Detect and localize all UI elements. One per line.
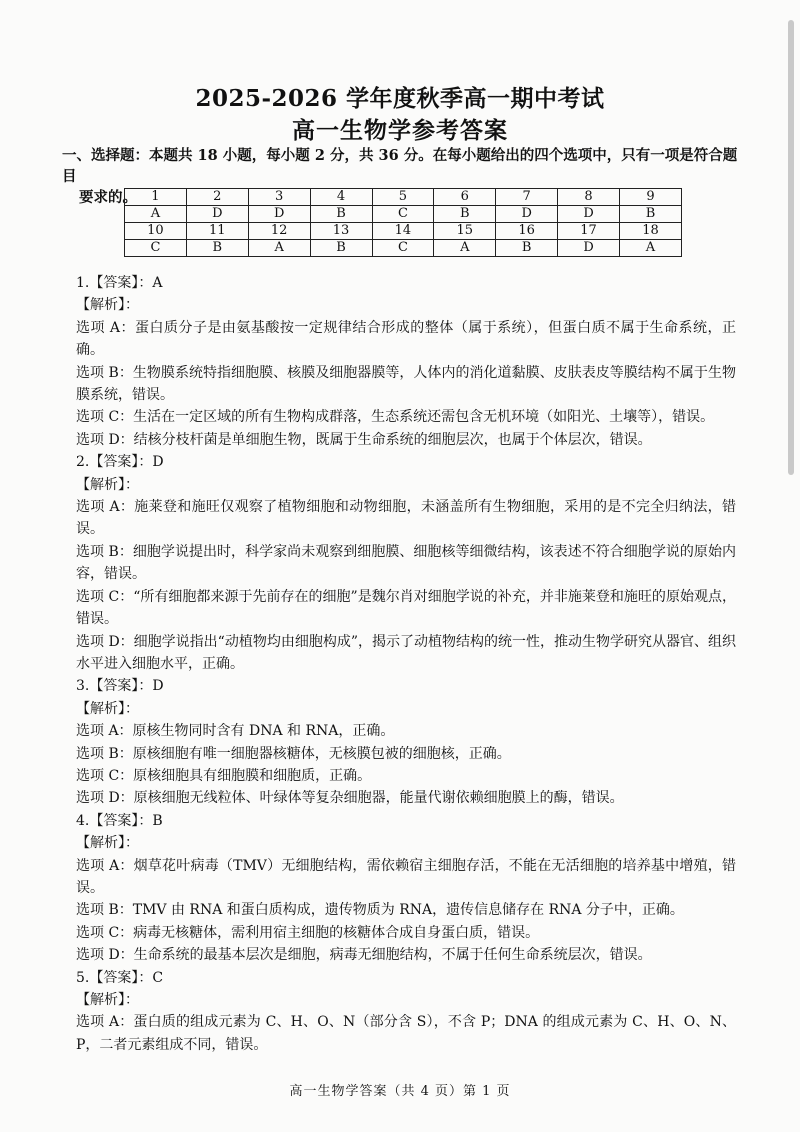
option-explanation: 选项 D：生命系统的最基本层次是细胞，病毒无细胞结构，不属于任何生命系统层次，错误。 — [76, 947, 652, 964]
option-explanation: 选项 C：病毒无核糖体，需利用宿主细胞的核糖体合成自身蛋白质，错误。 — [76, 924, 540, 941]
table-cell: 3 — [248, 189, 310, 206]
table-cell: B — [620, 206, 682, 223]
table-row — [125, 206, 682, 223]
option-explanation: 选项 C：生活在一定区域的所有生物构成群落，生态系统还需包含无机环境（如阳光、土壤等），错误。 — [76, 409, 715, 426]
table-cell: 13 — [310, 223, 372, 240]
option-explanation: 选项 B：TMV 由 RNA 和蛋白质构成，遗传物质为 RNA，遗传信息储存在 RNA 分子中，正确。 — [76, 902, 684, 919]
answer-line: 2.【答案】：D — [76, 454, 164, 471]
table-cell: 9 — [620, 189, 682, 206]
table-cell: A — [248, 240, 310, 257]
table-cell: 10 — [125, 223, 187, 240]
table-cell: 17 — [558, 223, 620, 240]
table-cell: 12 — [248, 223, 310, 240]
option-explanation: 选项 A：施莱登和施旺仅观察了植物细胞和动物细胞，未涵盖所有生物细胞，采用的是不完全归纳法，错误。 — [76, 499, 736, 538]
table-cell: D — [186, 206, 248, 223]
table-cell: 2 — [186, 189, 248, 206]
instructions-line-2: 要求的。 — [79, 189, 137, 206]
table-cell: 6 — [434, 189, 496, 206]
answer-line: 4.【答案】：B — [76, 812, 163, 829]
analysis-label: 【解析】： — [76, 835, 139, 852]
option-explanation: 选项 A：蛋白质的组成元素为 C、H、O、N（部分含 S），不含 P；DNA 的组成元素为 C、H、O、N、P，二者元素组成不同，错误。 — [76, 1014, 736, 1053]
option-explanation: 选项 C：“所有细胞都来源于先前存在的细胞”是魏尔肖对细胞学说的补充，并非施莱登和施旺的原始观点，错误。 — [76, 588, 736, 628]
table-cell: A — [620, 240, 682, 257]
table-cell: D — [558, 206, 620, 223]
table-cell: B — [496, 240, 558, 257]
answer-line: 1.【答案】：A — [76, 275, 163, 291]
table-row — [125, 240, 682, 257]
table-cell: 15 — [434, 223, 496, 240]
analysis-label: 【解析】： — [76, 992, 139, 1008]
option-explanation: 选项 D：细胞学说指出“动植物均由细胞构成”，揭示了动植物结构的统一性，推动生物学研究从器官、组织水平进入细胞水平，正确。 — [76, 633, 736, 672]
option-explanation: 选项 A：蛋白质分子是由氨基酸按一定规律结合形成的整体（属于系统），但蛋白质不属于生命系统，正确。 — [76, 319, 736, 359]
table-cell: 14 — [372, 223, 434, 240]
answer-key-title: 高一生物学参考答案 — [292, 117, 508, 144]
table-cell: C — [372, 206, 434, 223]
instructions-line-1: 一、选择题：本题共 18 小题，每小题 2 分，共 36 分。在每小题给出的四个选项中，只有一项是符合题目 — [62, 147, 738, 185]
table-cell: D — [248, 206, 310, 223]
table-cell: A — [434, 240, 496, 257]
analysis-label: 【解析】： — [76, 476, 139, 493]
table-cell: 16 — [496, 223, 558, 240]
table-cell: B — [186, 240, 248, 257]
table-cell: D — [496, 206, 558, 223]
table-row — [125, 189, 682, 206]
table-cell: B — [310, 206, 372, 223]
table-cell: C — [125, 240, 187, 257]
answer-line: 3.【答案】：D — [76, 678, 164, 695]
analysis-label: 【解析】： — [76, 297, 139, 314]
answer-table — [124, 188, 682, 257]
option-explanation: 选项 B：细胞学说提出时，科学家尚未观察到细胞膜、细胞核等细微结构，该表述不符合细胞学说的原始内容，错误。 — [76, 543, 736, 583]
page-footer: 高一生物学答案（共 4 页）第 1 页 — [289, 1084, 511, 1099]
table-cell: B — [310, 240, 372, 257]
analysis-label: 【解析】： — [76, 700, 139, 717]
table-cell: 1 — [125, 189, 187, 206]
table-row — [125, 223, 682, 240]
table-cell: 5 — [372, 189, 434, 206]
option-explanation: 选项 D：原核细胞无线粒体、叶绿体等复杂细胞器，能量代谢依赖细胞膜上的酶，错误。 — [76, 790, 624, 807]
answer-line: 5.【答案】：C — [76, 969, 164, 986]
option-explanation: 选项 C：原核细胞具有细胞膜和细胞质，正确。 — [76, 767, 372, 784]
explanations — [76, 272, 736, 1056]
table-cell: 18 — [620, 223, 682, 240]
table-cell: B — [434, 206, 496, 223]
exam-title: 2025-2026 学年度秋季高一期中考试 — [195, 85, 605, 112]
table-cell: 4 — [310, 189, 372, 206]
option-explanation: 选项 D：结核分枝杆菌是单细胞生物，既属于生命系统的细胞层次，也属于个体层次，错误。 — [76, 431, 652, 448]
option-explanation: 选项 A：原核生物同时含有 DNA 和 RNA，正确。 — [76, 723, 395, 740]
option-explanation: 选项 A：烟草花叶病毒（TMV）无细胞结构，需依赖宿主细胞存活，不能在无活细胞的培养基中增殖，错误。 — [76, 857, 736, 896]
table-cell: C — [372, 240, 434, 257]
table-cell: 11 — [186, 223, 248, 240]
table-cell: 8 — [558, 189, 620, 206]
table-cell: A — [125, 206, 187, 223]
option-explanation: 选项 B：原核细胞有唯一细胞器核糖体，无核膜包被的细胞核，正确。 — [76, 745, 511, 762]
option-explanation: 选项 B：生物膜系统特指细胞膜、核膜及细胞器膜等，人体内的消化道黏膜、皮肤表皮等膜结构不属于生物膜系统，错误。 — [76, 364, 736, 404]
table-cell: D — [558, 240, 620, 257]
table-cell: 7 — [496, 189, 558, 206]
